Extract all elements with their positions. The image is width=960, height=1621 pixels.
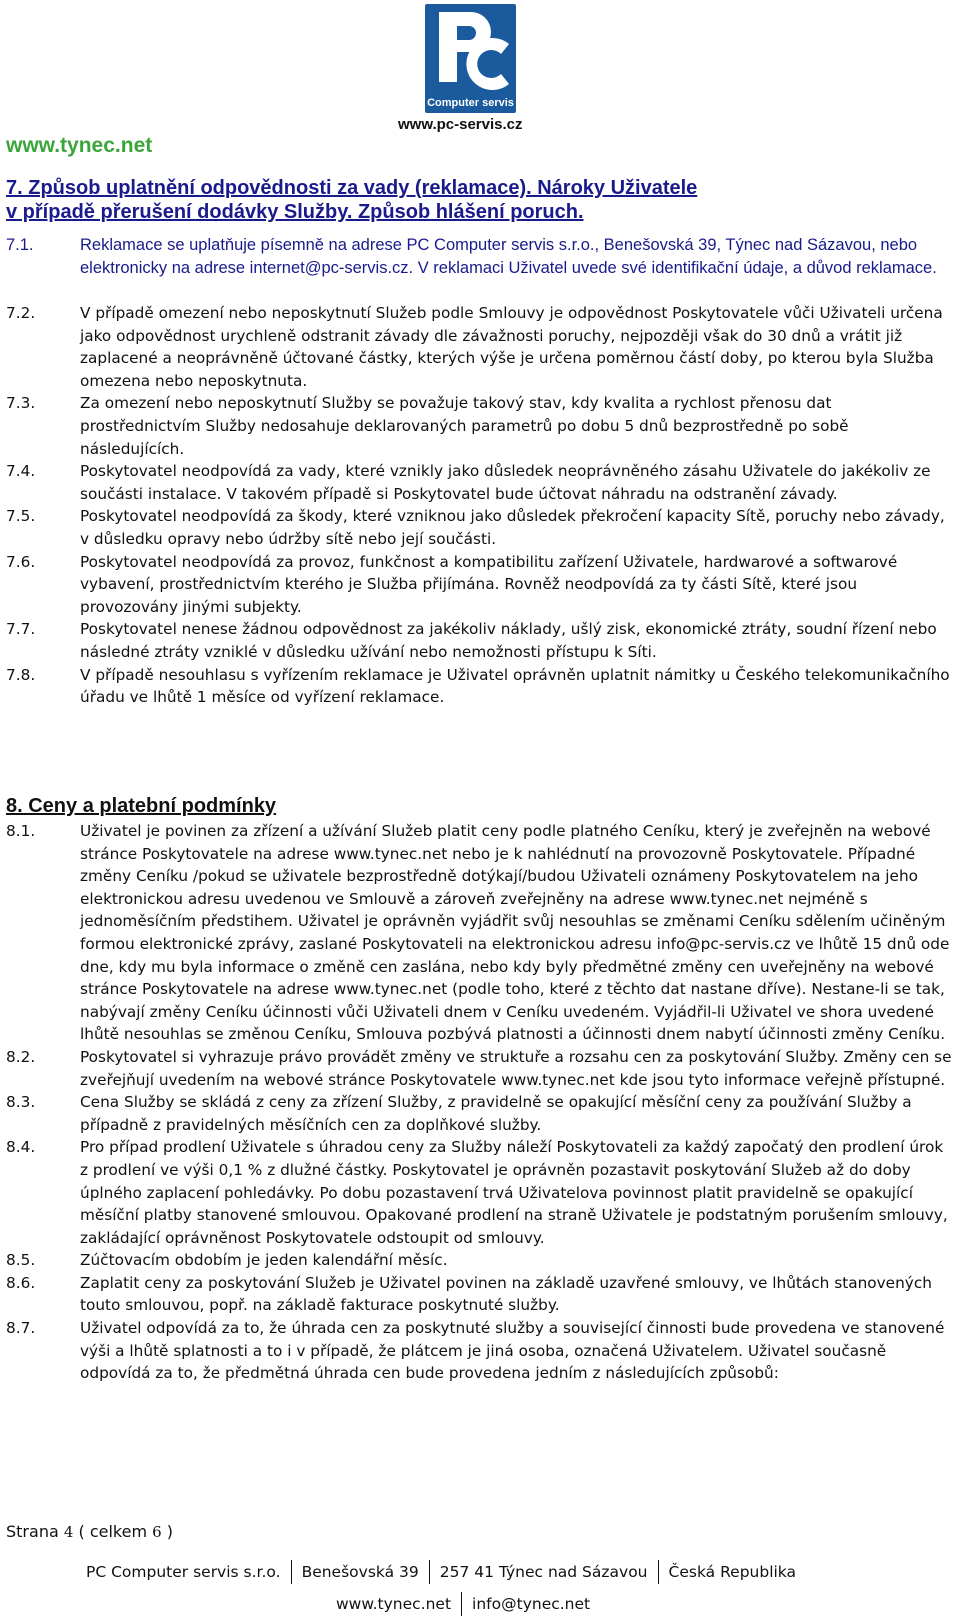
site-link-pc-servis[interactable]: www.pc-servis.cz [398, 116, 523, 133]
page-indicator [6, 1522, 173, 1541]
page-current: 4 [63, 1523, 74, 1541]
footer-divider [658, 1560, 659, 1584]
item-text: Uživatel je povinen za zřízení a užívání Služeb platit ceny podle platného Ceníku, který je zveřejněn na webové stránce Poskytovatele na adrese www.tynec.net nebo je k nahlédnutí na provozovně Poskytovatele. Případné změny Ceníku /pokud se uživatele bezprostředně dotýkají/budou Uživateli oznámeny Poskytovatelem na jeho elektronickou adresu uvedenou ve Smlouvě a zároveň zveřejněny na adrese www.tynec.net nejméně s jednoměsíčním předstihem. Uživatel je oprávněn vyjádřit svůj nesouhlas se změnami Ceníku sdělením učiněným formou elektronické zprávy, zaslané Poskytovateli na elektronickou adresu info@pc-servis.cz ve lhůtě 15 dnů ode dne, kdy mu byla informace o změně cen zaslána, nebo kdy byly předmětné změny cen uveřejněny na webové stránce Poskytovatele na adrese www.tynec.net (podle toho, které z těchto dat nastane dříve). Nestane-li se tak, nabývají změny Ceníku účinnosti vůči Uživateli dnem v Ceníku uvedeném. Vyjádřil-li Uživatel ve shora uvedené lhůtě nesouhlas se změnou Ceníku, Smlouva pozbývá platnosti a účinnosti dnem nabytí účinnosti změny Ceníku. [80, 822, 950, 1044]
list-item [6, 618, 956, 663]
item-number: 7.1. [6, 236, 34, 254]
footer-email-link[interactable]: info@tynec.net [472, 1595, 591, 1613]
section-7-title-line-1: 7. Způsob uplatnění odpovědnosti za vady (reklamace). Nároky Uživatele [6, 177, 698, 199]
page-label: Strana [6, 1522, 59, 1541]
list-item [6, 1317, 956, 1385]
list-item [6, 234, 956, 280]
list-item [6, 1249, 956, 1272]
footer-country: Česká Republika [668, 1563, 797, 1581]
item-number: 8.1. [6, 822, 36, 840]
footer-city: 257 41 Týnec nad Sázavou [439, 1563, 648, 1581]
item-text: Reklamace se uplatňuje písemně na adrese PC Computer servis s.r.o., Benešovská 39, Týnec nad Sázavou, nebo elektronicky na adrese internet@pc-servis.cz. V reklamaci Uživatel uvede své identifikační údaje, a důvod reklamace. [80, 236, 937, 277]
item-number: 7.3. [6, 394, 36, 413]
list-item [6, 1046, 956, 1091]
section-7-list [6, 302, 956, 709]
list-item [6, 820, 956, 1046]
list-item [6, 551, 956, 619]
item-text: Zúčtovacím obdobím je jeden kalendářní měsíc. [80, 1251, 448, 1270]
item-text: Zaplatit ceny za poskytování Služeb je Uživatel povinen na základě uzavřené smlouvy, ve lhůtách stanovených touto smlouvou, popř. na základě fakturace poskytnuté služby. [80, 1273, 932, 1315]
list-item [6, 302, 956, 392]
item-number: 7.7. [6, 620, 36, 639]
page-total-open: ( celkem [78, 1522, 148, 1541]
item-text: V případě omezení nebo neposkytnutí Služeb podle Smlouvy je odpovědnost Poskytovatele vůči Uživateli určena jako odpovědnost urychleně odstranit závady dle závažnosti poruchy, nejpozději však do 30 dnů a vrátit již zaplacené a neoprávněně účtované částky, kterých výše je určena poměrnou částí doby, po kterou byla Služba omezena nebo neposkytnuta. [80, 304, 943, 390]
item-number: 8.6. [6, 1273, 36, 1292]
item-number: 8.2. [6, 1047, 36, 1066]
list-item [6, 1136, 956, 1249]
footer-contact [336, 1592, 590, 1616]
footer-divider [429, 1560, 430, 1584]
list-item [6, 1272, 956, 1317]
page-total: 6 [152, 1523, 162, 1541]
item-text: Poskytovatel si vyhrazuje právo provádět změny ve struktuře a rozsahu cen za poskytování Služby. Změny cen se zveřejňují uvedením na webové stránce Poskytovatele www.tynec.net kde jsou tyto informace veřejně přístupné. [80, 1047, 952, 1089]
footer-street: Benešovská 39 [301, 1563, 419, 1581]
footer-divider [461, 1592, 462, 1616]
item-text: Poskytovatel neodpovídá za škody, které vzniknou jako důsledek překročení kapacity Sítě, poruchy nebo závady, v důsledku opravy nebo údržby sítě nebo její součásti. [80, 507, 945, 548]
section-7-title-line-2: v případě přerušení dodávky Služby. Způsob hlášení poruch. [6, 201, 584, 223]
list-item [6, 505, 956, 550]
item-number: 8.3. [6, 1093, 36, 1112]
section-8-title: 8. Ceny a platební podmínky [6, 795, 277, 817]
section-8-list [6, 820, 956, 1385]
item-number: 7.4. [6, 462, 36, 481]
item-text: Poskytovatel neodpovídá za provoz, funkčnost a kompatibilitu zařízení Uživatele, hardwarové a softwarové vybavení, prostřednictvím kterého je Služba přijímána. Rovněž neodpovídá za ty části Sítě, které jsou provozovány jinými subjekty. [80, 552, 898, 616]
list-item [6, 392, 956, 460]
list-item [6, 460, 956, 505]
page-total-close: ) [166, 1522, 174, 1541]
item-number: 7.2. [6, 304, 36, 322]
footer-divider [291, 1560, 292, 1584]
item-text: Uživatel odpovídá za to, že úhrada cen za poskytnuté služby a související činnosti bude provedena ve stanovené výši a lhůtě splatnosti a to i v případě, že plátcem je jiná osoba, označená Uživatelem. Uživatel současně odpovídá za to, že předmětná úhrada cen bude provedena jedním z následujících způsobů: [80, 1319, 945, 1383]
footer-company: PC Computer servis s.r.o. [86, 1563, 281, 1581]
list-item [6, 664, 956, 709]
footer-web-link[interactable]: www.tynec.net [336, 1595, 452, 1613]
item-text: Za omezení nebo neposkytnutí Služby se považuje takový stav, kdy kvalita a rychlost přenosu dat prostřednictvím Služby nedosahuje deklarovaných parametrů po dobu 5 dnů bezprostředně po sobě následujících. [80, 394, 849, 458]
item-text: Poskytovatel neodpovídá za vady, které vznikly jako důsledek neoprávněného zásahu Uživatele do jakékoliv ze součásti instalace. V takovém případě si Poskytovatel bude účtovat náhradu na odstranění závady. [80, 462, 931, 503]
item-number: 7.8. [6, 665, 36, 684]
item-number: 8.4. [6, 1138, 36, 1157]
item-text: Pro případ prodlení Uživatele s úhradou ceny za Služby náleží Poskytovateli za každý započatý den prodlení úrok z prodlení ve výši 0,1 % z dlužné částky. Poskytovatel je oprávněn pozastavit poskytování Služeb až do doby úplného zaplacení pohledávky. Po dobu pozastavení trvá Uživatelova povinnost platit pravidelně se opakující měsíční platby stanovené smlouvou. Opakované prodlení na straně Uživatele je podstatným porušením smlouvy, zakládající oprávněnost Poskytovatele odstoupit od smlouvy. [80, 1138, 948, 1247]
site-link-tynec[interactable]: www.tynec.net [6, 134, 153, 157]
item-number: 8.7. [6, 1319, 36, 1338]
item-number: 8.5. [6, 1251, 36, 1270]
logo-caption: Computer servis [427, 97, 514, 109]
item-number: 7.6. [6, 552, 36, 571]
item-text: Cena Služby se skládá z ceny za zřízení Služby, z pravidelně se opakující měsíční ceny za používání Služby a případně z pravidelných měsíčních cen za doplňkové služby. [80, 1093, 912, 1134]
section-7-intro-list [6, 234, 956, 280]
item-text: Poskytovatel nenese žádnou odpovědnost za jakékoliv náklady, ušlý zisk, ekonomické ztráty, soudní řízení nebo následné ztráty vzniklé v důsledku užívání nebo nemožnosti přístupu k Síti. [80, 620, 937, 661]
pc-logo [425, 4, 516, 113]
item-text: V případě nesouhlasu s vyřízením reklamace je Uživatel oprávněn uplatnit námitky u Českého telekomunikačního úřadu ve lhůtě 1 měsíce od vyřízení reklamace. [80, 665, 950, 707]
list-item [6, 1091, 956, 1136]
footer-address [86, 1560, 796, 1584]
item-number: 7.5. [6, 507, 36, 526]
